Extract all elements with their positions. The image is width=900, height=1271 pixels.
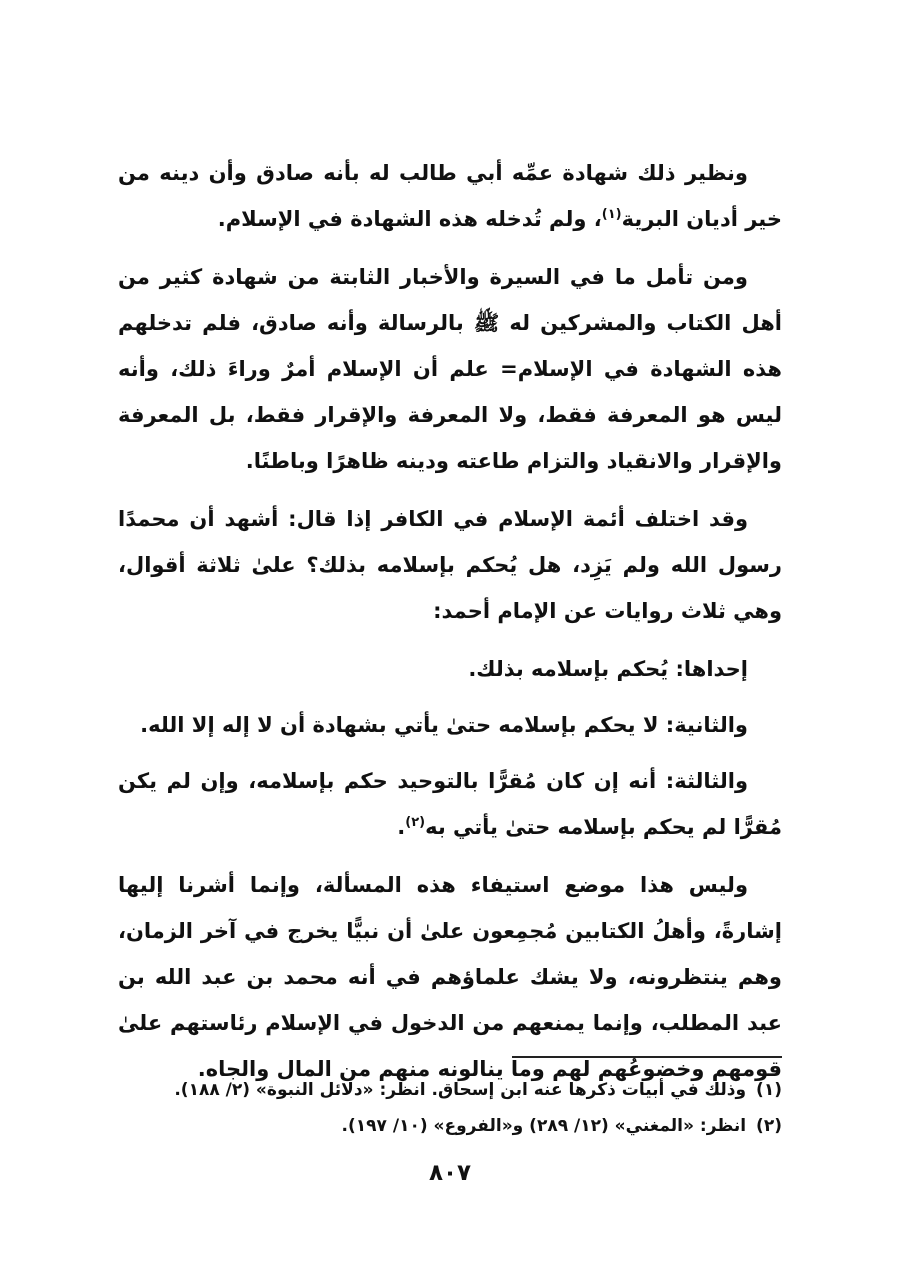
- paragraph-6: [118, 758, 782, 850]
- paragraph-text: وقد اختلف أئمة الإسلام في الكافر إذا قال: أشهد أن محمدًا رسول الله ولم يَزِد، هل يُحكم بإسلامه بذلك؟ علىٰ ثلاثة أقوال، وهي ثلاث روايات عن الإمام أحمد:: [118, 507, 782, 623]
- footnote-reference-2[interactable]: (٢): [405, 815, 426, 830]
- paragraph-1: [118, 150, 782, 242]
- page-number: ٨٠٧: [428, 1160, 472, 1186]
- footnote-divider: [512, 1056, 782, 1058]
- paragraph-text: إحداها: يُحكم بإسلامه بذلك.: [468, 657, 748, 681]
- footnote-number: (٢): [756, 1116, 782, 1136]
- paragraph-text: وليس هذا موضع استيفاء هذه المسألة، وإنما أشرنا إليها إشارةً، وأهلُ الكتابين مُجمِعون علىٰ أن نبيًّا يخرج في آخر الزمان، وهم ينتظرونه، ولا يشك علماؤهم في أنه محمد بن عبد الله بن عبد المطلب، وإنما يمنعهم من الدخول في الإسلام رئاستهم علىٰ قومهم وخضوعُهم لهم وما ينالونه منهم من المال والجاه.: [118, 873, 782, 1081]
- paragraph-text-continued: .: [397, 815, 406, 839]
- footnotes-section: [118, 1072, 782, 1144]
- footnote-1: [118, 1072, 782, 1108]
- footnote-reference-1[interactable]: (١): [601, 207, 622, 222]
- footnote-number: (١): [756, 1080, 782, 1100]
- footnote-text: وذلك في أبيات ذكرها عنه ابن إسحاق. انظر: «دلائل النبوة» (٢/ ١٨٨).: [174, 1080, 747, 1100]
- paragraph-text: والثالثة: أنه إن كان مُقرًّا بالتوحيد حكم بإسلامه، وإن لم يكن مُقرًّا لم يحكم بإسلامه حتىٰ يأتي به: [118, 769, 782, 839]
- paragraph-text: ومن تأمل ما في السيرة والأخبار الثابتة من شهادة كثير من أهل الكتاب والمشركين له ﷺ بالرسالة وأنه صادق، فلم تدخلهم هذه الشهادة في الإسلام= علم أن الإسلام أمرٌ وراءَ ذلك، وأنه ليس هو المعرفة فقط، ولا المعرفة والإقرار فقط، بل المعرفة والإقرار والانقياد والتزام طاعته ودينه ظاهرًا وباطنًا.: [118, 265, 782, 473]
- paragraph-text-continued: ، ولم تُدخله هذه الشهادة في الإسلام.: [217, 207, 602, 231]
- paragraph-text: والثانية: لا يحكم بإسلامه حتىٰ يأتي بشهادة أن لا إله إلا الله.: [140, 713, 748, 737]
- paragraph-5: [118, 702, 782, 748]
- paragraph-4: [118, 646, 782, 692]
- footnote-2: [118, 1108, 782, 1144]
- paragraph-2: [118, 254, 782, 484]
- main-text: [118, 150, 782, 1104]
- paragraph-text: ونظير ذلك شهادة عمِّه أبي طالب له بأنه صادق وأن دينه من خير أديان البرية: [118, 161, 782, 231]
- paragraph-3: [118, 496, 782, 634]
- footnote-text: انظر: «المغني» (١٢/ ٢٨٩) و«الفروع» (١٠/ ١٩٧).: [341, 1116, 747, 1136]
